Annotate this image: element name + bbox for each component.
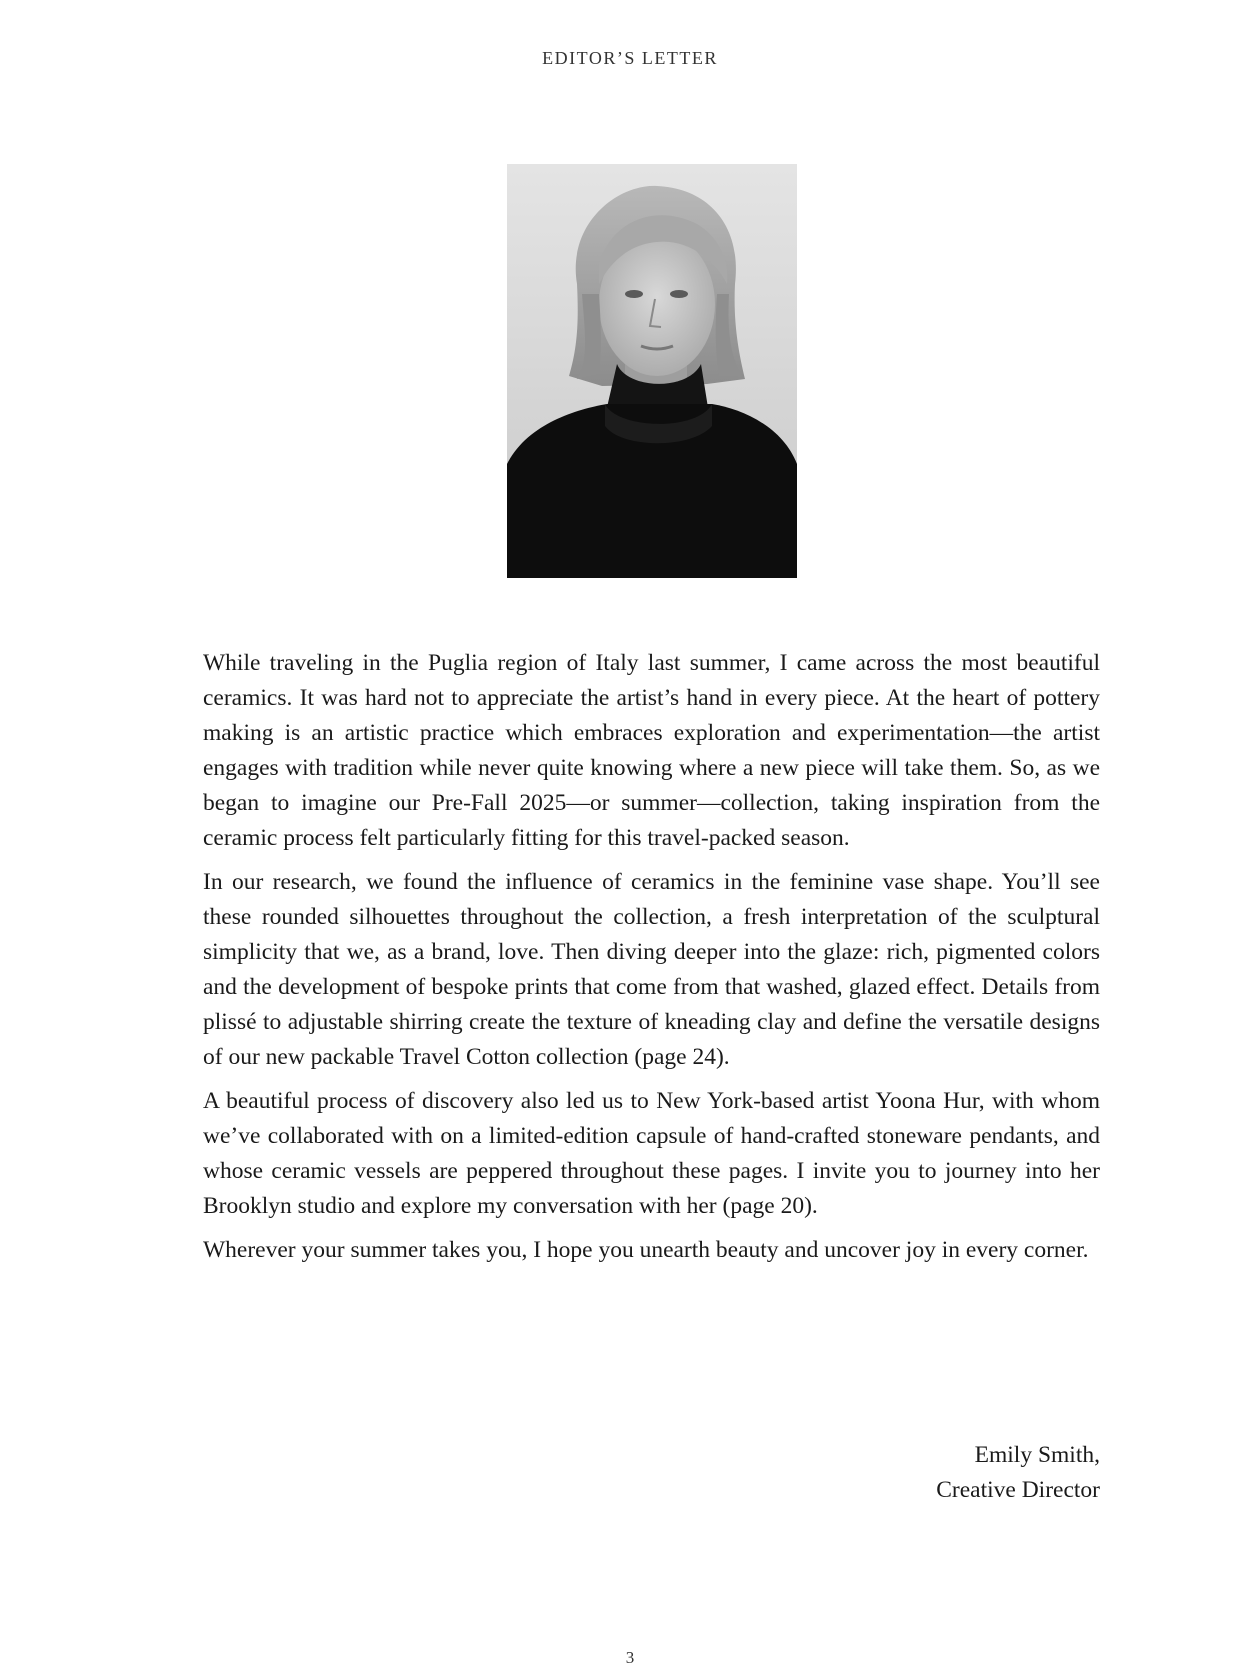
portrait-photo-icon bbox=[507, 164, 797, 578]
page-number: 3 bbox=[625, 1648, 635, 1667]
signature-name: Emily Smith, bbox=[974, 1442, 1100, 1468]
letter-paragraph-1: While traveling in the Puglia region of Italy last summer, I came across the most beautiful ceramics. It was hard not to appreciate the artist’s hand in every piece. At the heart of pottery making is an artistic practice which embraces exploration and experimentation—the artist engages with tradition while never quite knowing where a new piece will take them. So, as we began to imagine our Pre-Fall 2025—or summer—collection, taking inspiration from the ceramic process felt particularly fitting for this travel-packed season. bbox=[203, 650, 1100, 851]
signature-block bbox=[936, 1438, 1100, 1508]
signature-role: Creative Director bbox=[936, 1477, 1100, 1503]
editor-portrait bbox=[507, 164, 797, 578]
letter-body bbox=[203, 646, 1100, 1277]
letter-paragraph-4: Wherever your summer takes you, I hope you unearth beauty and uncover joy in every corner. bbox=[203, 1237, 1089, 1263]
letter-paragraph-3: A beautiful process of discovery also led us to New York-based artist Yoona Hur, with whom we’ve collaborated with on a limited-edition capsule of hand-crafted stoneware pendants, and whose ceramic vessels are peppered throughout these pages. I invite you to journey into her Brooklyn studio and explore my conversation with her (page 20). bbox=[203, 1088, 1100, 1219]
section-header: EDITOR’S LETTER bbox=[542, 48, 718, 68]
letter-paragraph-2: In our research, we found the influence of ceramics in the feminine vase shape. You’ll see these rounded silhouettes throughout the collection, a fresh interpretation of the sculptural simplicity that we, as a brand, love. Then diving deeper into the glaze: rich, pigmented colors and the development of bespoke prints that come from that washed, glazed effect. Details from plissé to adjustable shirring create the texture of kneading clay and define the versatile designs of our new packable Travel Cotton collection (page 24). bbox=[203, 869, 1100, 1070]
